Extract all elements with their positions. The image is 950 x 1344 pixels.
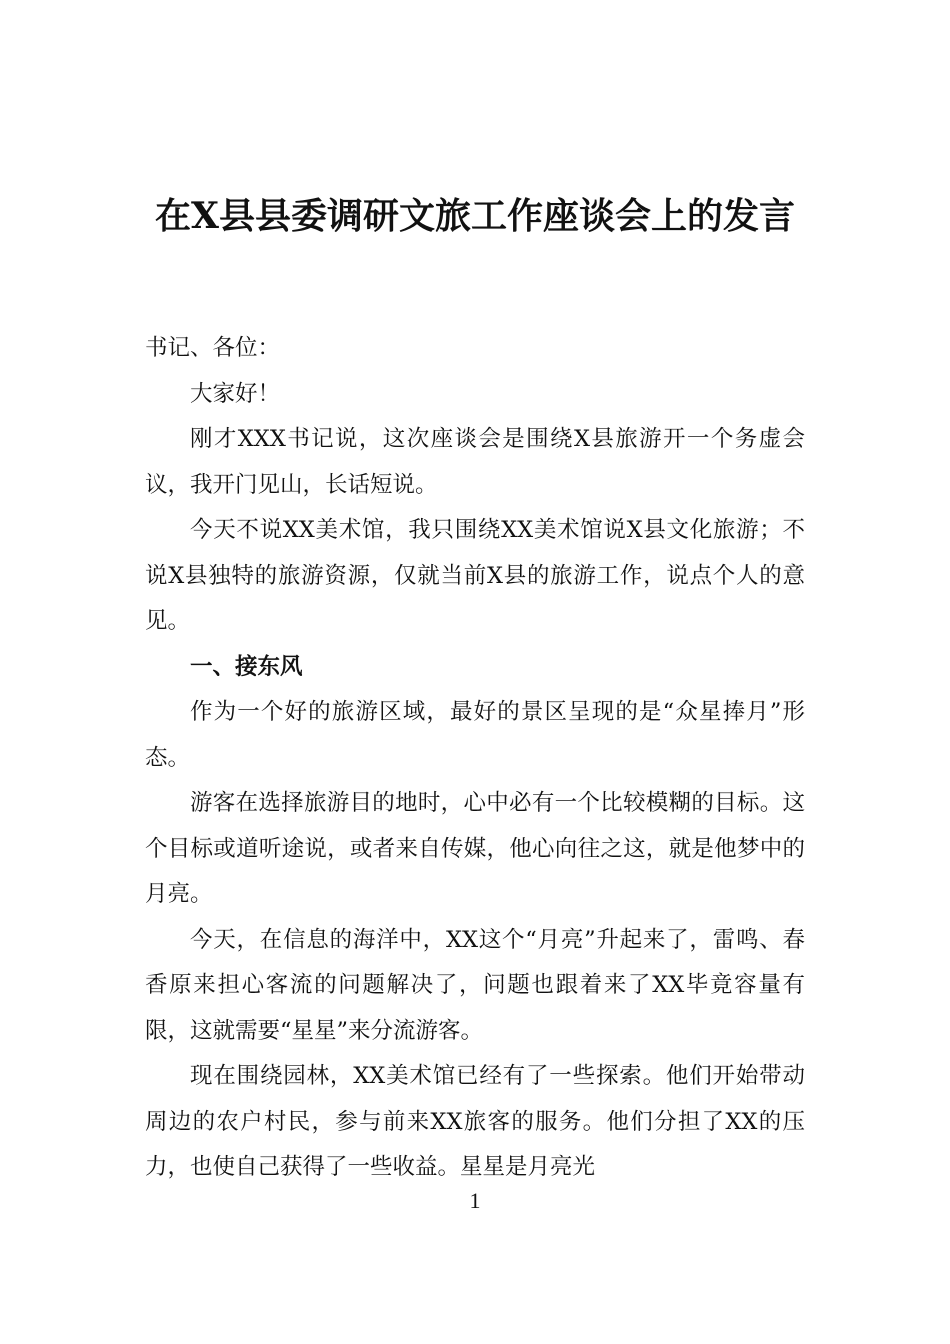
paragraph-greeting: 大家好！ [190, 380, 281, 407]
paragraph: 今天不说XX美术馆，我只围绕XX美术馆说X县文化旅游；不说X县独特的旅游资源，仅就当前X县的旅游工作，说点个人的意见。 [145, 517, 805, 634]
salutation: 书记、各位： [145, 335, 281, 361]
paragraph: 刚才XXX书记说，这次座谈会是围绕X县旅游开一个务虚会议，我开门见山，长话短说。 [145, 426, 805, 498]
paragraph: 今天，在信息的海洋中，XX这个“月亮”升起来了，雷鸣、春香原来担心客流的问题解决了，问题也跟着来了XX毕竟容量有限，这就需要“星星”来分流游客。 [145, 926, 805, 1044]
paragraph: 作为一个好的旅游区域，最好的景区呈现的是“众星捧月”形态。 [145, 699, 805, 771]
section-heading: 一、接东风 [190, 653, 303, 680]
document-title: 在X县县委调研文旅工作座谈会上的发言 [155, 195, 795, 237]
document-body [145, 326, 805, 1191]
paragraph: 现在围绕园林，XX美术馆已经有了一些探索。他们开始带动周边的农户村民，参与前来XX旅客的服务。他们分担了XX的压力，也使自己获得了一些收益。星星是月亮光 [145, 1063, 805, 1180]
paragraph: 游客在选择旅游目的地时，心中必有一个比较模糊的目标。这个目标或道听途说，或者来自传媒，他心向往之这，就是他梦中的月亮。 [145, 790, 805, 907]
page-number: 1 [469, 1188, 481, 1213]
